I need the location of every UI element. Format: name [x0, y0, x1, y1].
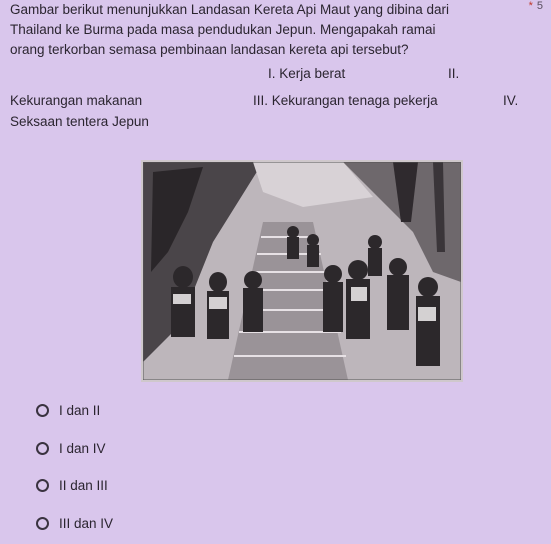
- required-asterisk: *: [528, 0, 533, 12]
- required-indicator: [529, 0, 543, 12]
- question-line-3: orang terkorban semasa pembinaan landasan kereta api tersebut?: [10, 42, 409, 57]
- railway-photo-illustration: [143, 162, 461, 380]
- option-label: I dan II: [59, 402, 101, 418]
- option-i-dan-iv[interactable]: [36, 437, 106, 459]
- radio-button[interactable]: [36, 442, 49, 455]
- question-photo: [143, 162, 461, 380]
- question-number: 5: [536, 0, 543, 12]
- option-label: I dan IV: [59, 440, 106, 456]
- option-iii-dan-iv[interactable]: [36, 512, 113, 534]
- statement-iv-text: Seksaan tentera Jepun: [10, 114, 149, 129]
- statement-ii-numeral: II.: [448, 66, 460, 81]
- option-label: III dan IV: [59, 515, 114, 531]
- statement-i: I. Kerja berat: [268, 66, 346, 81]
- statement-iii: III. Kekurangan tenaga pekerja: [253, 93, 438, 108]
- question-text: [10, 0, 530, 60]
- statement-iv-numeral: IV.: [503, 93, 519, 108]
- statement-ii-text: Kekurangan makanan: [10, 93, 143, 108]
- question-line-1: Gambar berikut menunjukkan Landasan Kereta Api Maut yang dibina dari: [10, 2, 450, 17]
- question-line-2: Thailand ke Burma pada masa pendudukan Jepun. Mengapakah ramai: [10, 22, 436, 37]
- option-ii-dan-iii[interactable]: [36, 474, 108, 496]
- radio-button[interactable]: [36, 479, 49, 492]
- option-i-dan-ii[interactable]: [36, 399, 100, 421]
- radio-button[interactable]: [36, 517, 49, 530]
- radio-button[interactable]: [36, 404, 49, 417]
- option-label: II dan III: [59, 477, 108, 493]
